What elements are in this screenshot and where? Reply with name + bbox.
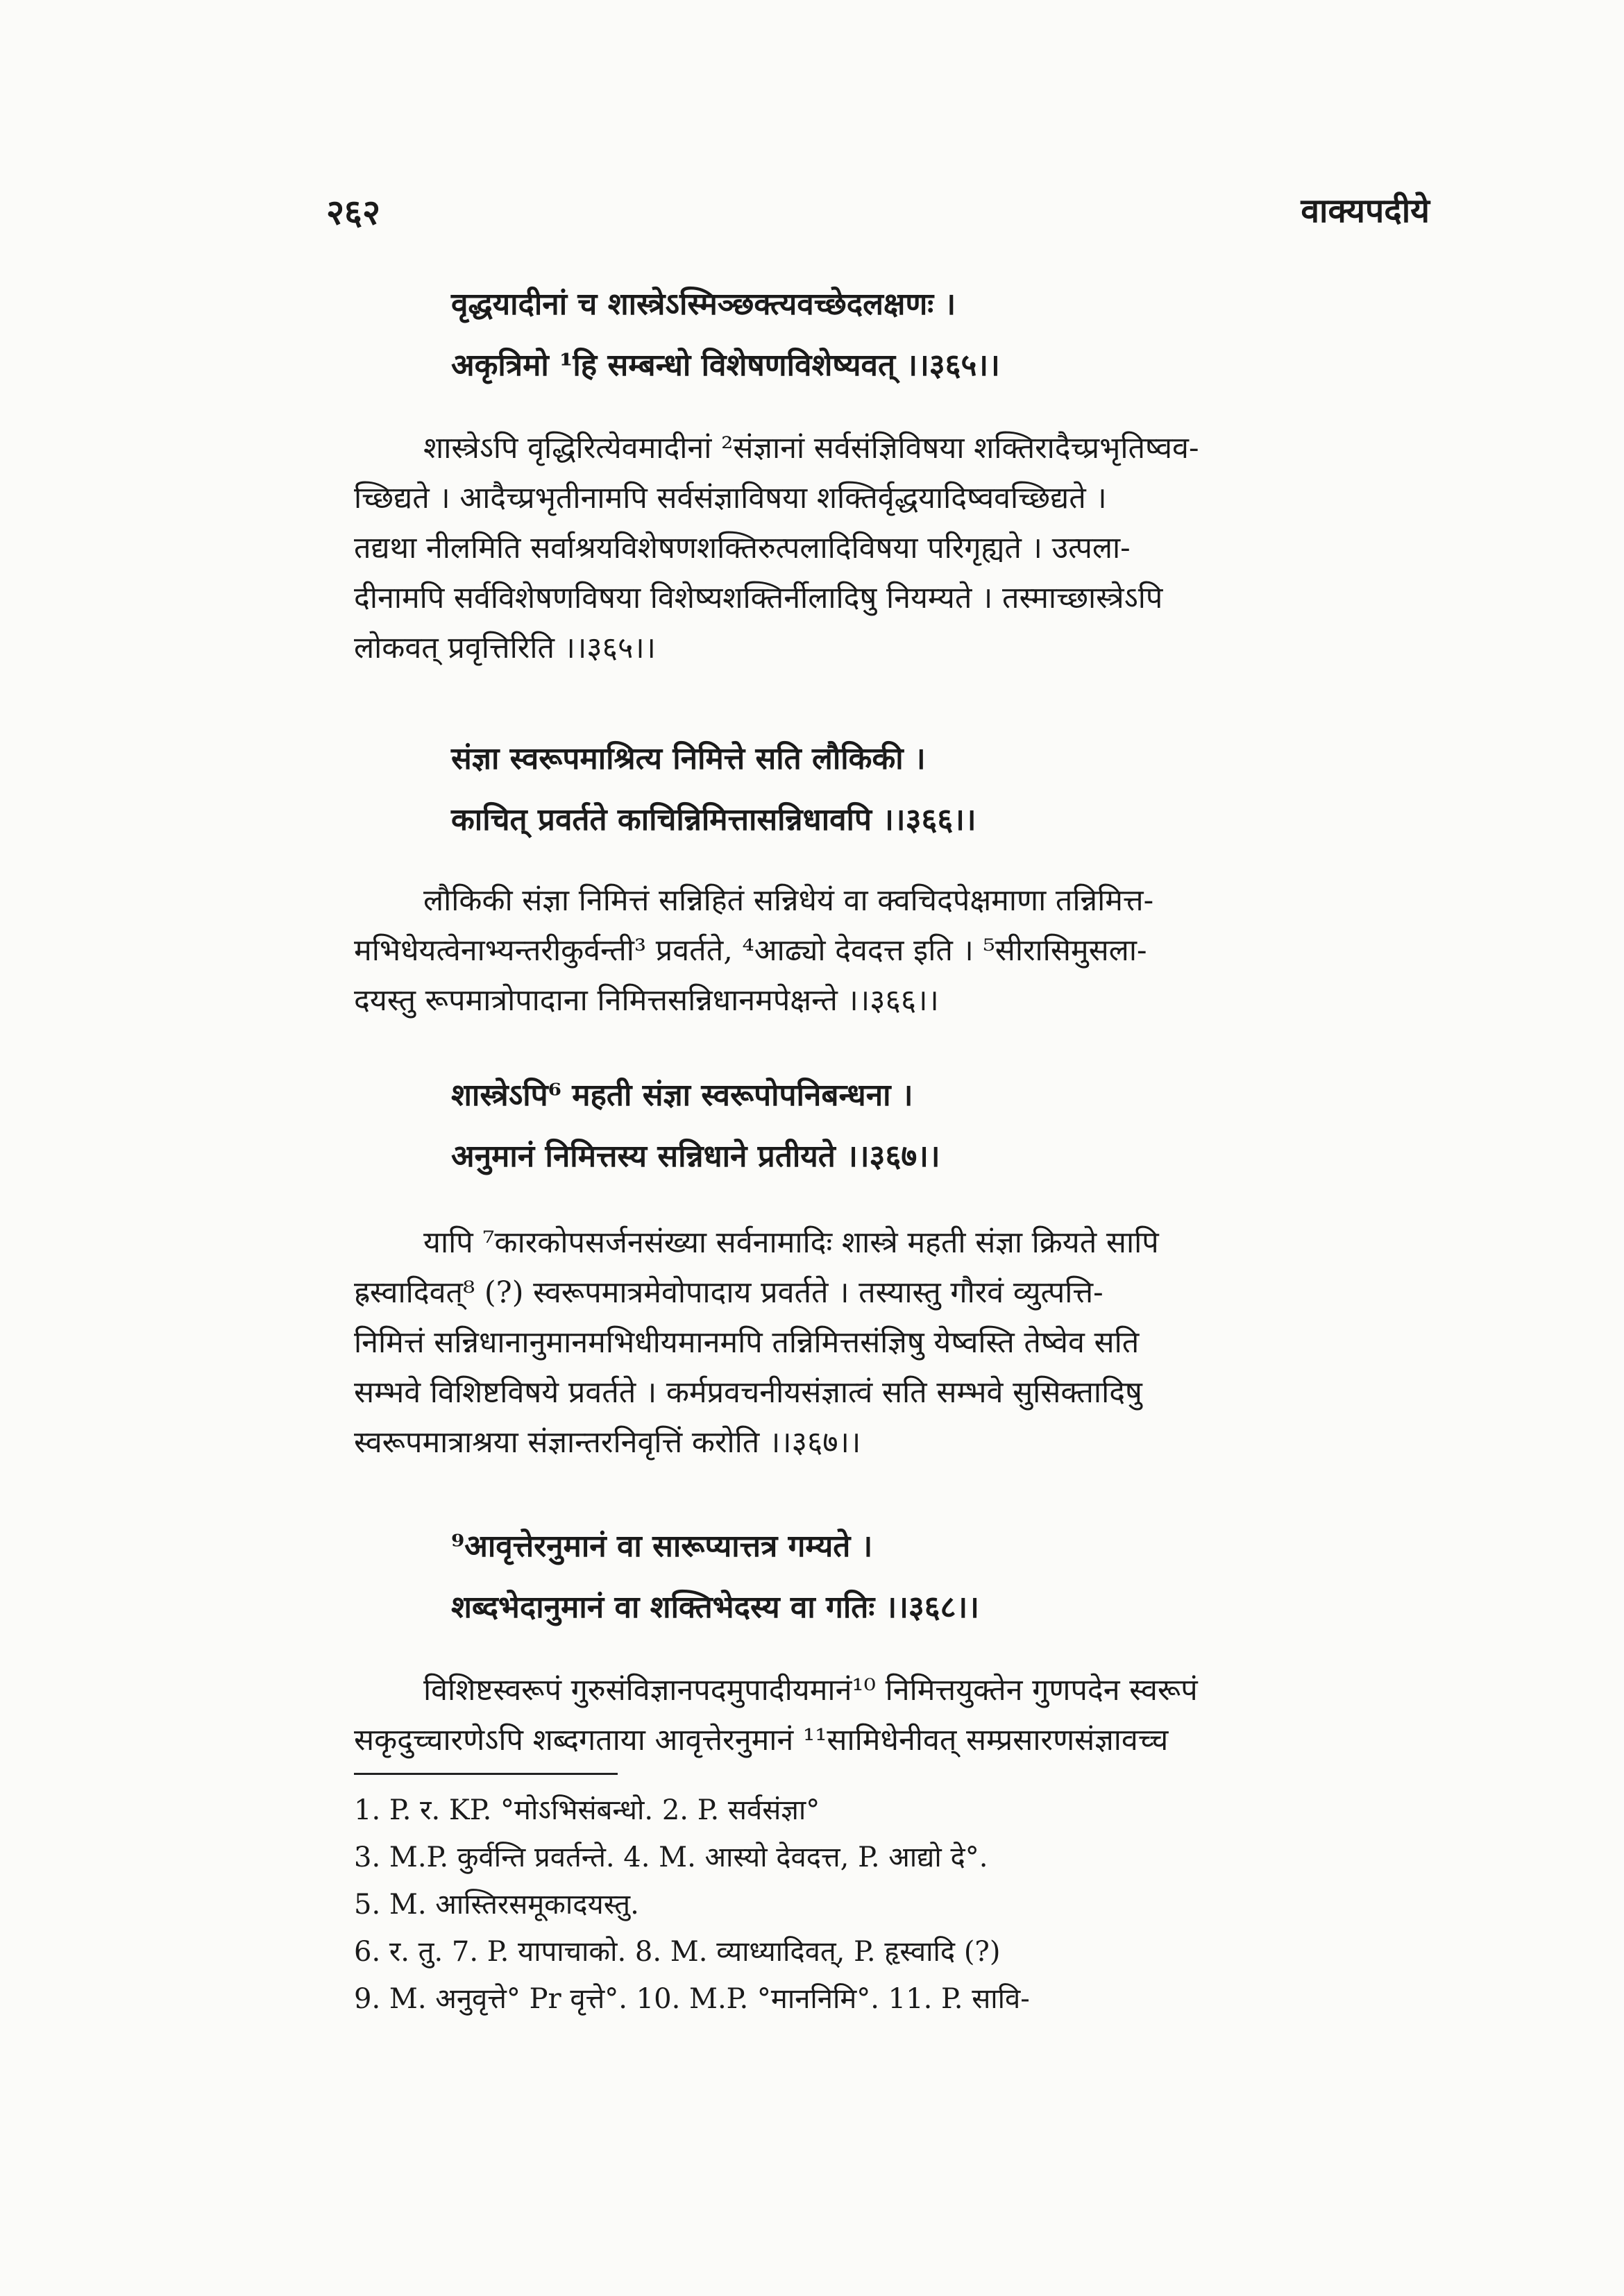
verse-line: शास्त्रेऽपि⁶ महती संज्ञा स्वरूपोपनिबन्धना । xyxy=(451,1078,913,1113)
commentary-line: स्वरूपमात्राश्रया संज्ञान्तरनिवृत्तिं करोति ।।३६७।। xyxy=(354,1425,861,1460)
commentary-line: लौकिकी संज्ञा निमित्तं सन्निहितं सन्निधेयं वा क्वचिदपेक्षमाणा तन्निमित्त- xyxy=(423,883,1154,918)
verse-365 xyxy=(451,274,1492,396)
commentary-line: लोकवत् प्रवृत्तिरिति ।।३६५।। xyxy=(354,631,656,665)
footnote-line: 3. M.P. कुर्वन्ति प्रवर्तन्ते. 4. M. आस्यो देवदत्त, P. आद्यो दे°. xyxy=(354,1842,988,1873)
commentary-line: च्छिद्यते । आदैच्प्रभृतीनामपि सर्वसंज्ञाविषया शक्तिर्वृद्धयादिष्ववच्छिद्यते । xyxy=(354,481,1107,516)
commentary-line: निमित्तं सन्निधानानुमानमभिधीयमानमपि तन्निमित्तसंज्ञिषु येष्वस्ति तेष्वेव सति xyxy=(354,1325,1140,1360)
commentary-line: विशिष्टस्वरूपं गुरुसंविज्ञानपदमुपादीयमानं¹⁰ निमित्तयुक्तेन गुणपदेन स्वरूपं xyxy=(423,1673,1198,1708)
commentary-line: तद्यथा नीलमिति सर्वाश्रयविशेषणशक्तिरुत्पलादिविषया परिगृह्यते । उत्पला- xyxy=(354,531,1131,566)
commentary-367 xyxy=(354,1218,1437,1468)
verse-line: अकृत्रिमो ¹हि सम्बन्धो विशेषणविशेष्यवत् ।।३६५।। xyxy=(451,348,1000,383)
commentary-line: मभिधेयत्वेनाभ्यन्तरीकुर्वन्ती³ प्रवर्तते, ⁴आढ्यो देवदत्त इति । ⁵सीरासिमुसला- xyxy=(354,933,1147,968)
commentary-line: दयस्तु रूपमात्रोपादाना निमित्तसन्निधानमपेक्षन्ते ।।३६६।। xyxy=(354,983,939,1018)
commentary-line: सकृदुच्चारणेऽपि शब्दगताया आवृत्तेरनुमानं ¹¹सामिधेनीवत् सम्प्रसारणसंज्ञावच्च xyxy=(354,1723,1169,1758)
commentary-365 xyxy=(354,423,1437,673)
commentary-line: शास्त्रेऽपि वृद्धिरित्येवमादीनां ²संज्ञानां सर्वसंज्ञिविषया शक्तिरादैच्प्रभृतिष्वव- xyxy=(423,431,1199,466)
footnote-divider xyxy=(354,1773,618,1775)
commentary-366 xyxy=(354,876,1437,1026)
footnotes xyxy=(354,1787,1395,2023)
footnote-line: 1. P. र. KP. °मोऽभिसंबन्धो. 2. P. सर्वसंज्ञा° xyxy=(354,1794,820,1826)
verse-line: अनुमानं निमित्तस्य सन्निधाने प्रतीयते ।।३६७।। xyxy=(451,1139,940,1174)
verse-367 xyxy=(451,1065,1492,1187)
commentary-line: ह्रस्वादिवत्⁸ (?) स्वरूपमात्रमेवोपादाय प्रवर्तते । तस्यास्तु गौरवं व्युत्पत्ति- xyxy=(354,1275,1103,1310)
verse-line: वृद्धयादीनां च शास्त्रेऽस्मिञ्छक्त्यवच्छेदलक्षणः । xyxy=(451,287,956,322)
commentary-line: दीनामपि सर्वविशेषणविषया विशेष्यशक्तिर्नीलादिषु नियम्यते । तस्माच्छास्त्रेऽपि xyxy=(354,581,1163,615)
footnote-line: 6. र. तु. 7. P. यापाचाको. 8. M. व्याध्यादिवत्, P. हृस्वादि (?) xyxy=(354,1936,1001,1968)
page-header xyxy=(326,187,1430,243)
verse-line: ⁹आवृत्तेरनुमानं वा सारूप्यात्तत्र गम्यते । xyxy=(451,1529,873,1564)
commentary-line: यापि ⁷कारकोपसर्जनसंख्या सर्वनामादिः शास्त्रे महती संज्ञा क्रियते सापि xyxy=(423,1225,1159,1260)
verse-line: शब्दभेदानुमानं वा शक्तिभेदस्य वा गतिः ।।३६८।। xyxy=(451,1590,979,1625)
commentary-368 xyxy=(354,1665,1437,1765)
footnote-line: 9. M. अनुवृत्ते° Pr वृत्ते°. 10. M.P. °माननिमि°. 11. P. सावि- xyxy=(354,1983,1030,2015)
commentary-line: सम्भवे विशिष्टविषये प्रवर्तते । कर्मप्रवचनीयसंज्ञात्वं सति सम्भवे सुसिक्तादिषु xyxy=(354,1375,1142,1410)
verse-368 xyxy=(451,1516,1492,1638)
running-title: वाक्यपदीये xyxy=(1301,192,1430,230)
verse-366 xyxy=(451,729,1492,851)
page-number: २६२ xyxy=(326,192,380,232)
verse-line: संज्ञा स्वरूपमाश्रित्य निमित्ते सति लौकिकी । xyxy=(451,741,926,776)
verse-line: काचित् प्रवर्तते काचिन्निमित्तासन्निधावपि ।।३६६।। xyxy=(451,802,976,837)
footnote-line: 5. M. आस्तिरसमूकादयस्तु. xyxy=(354,1889,639,1921)
